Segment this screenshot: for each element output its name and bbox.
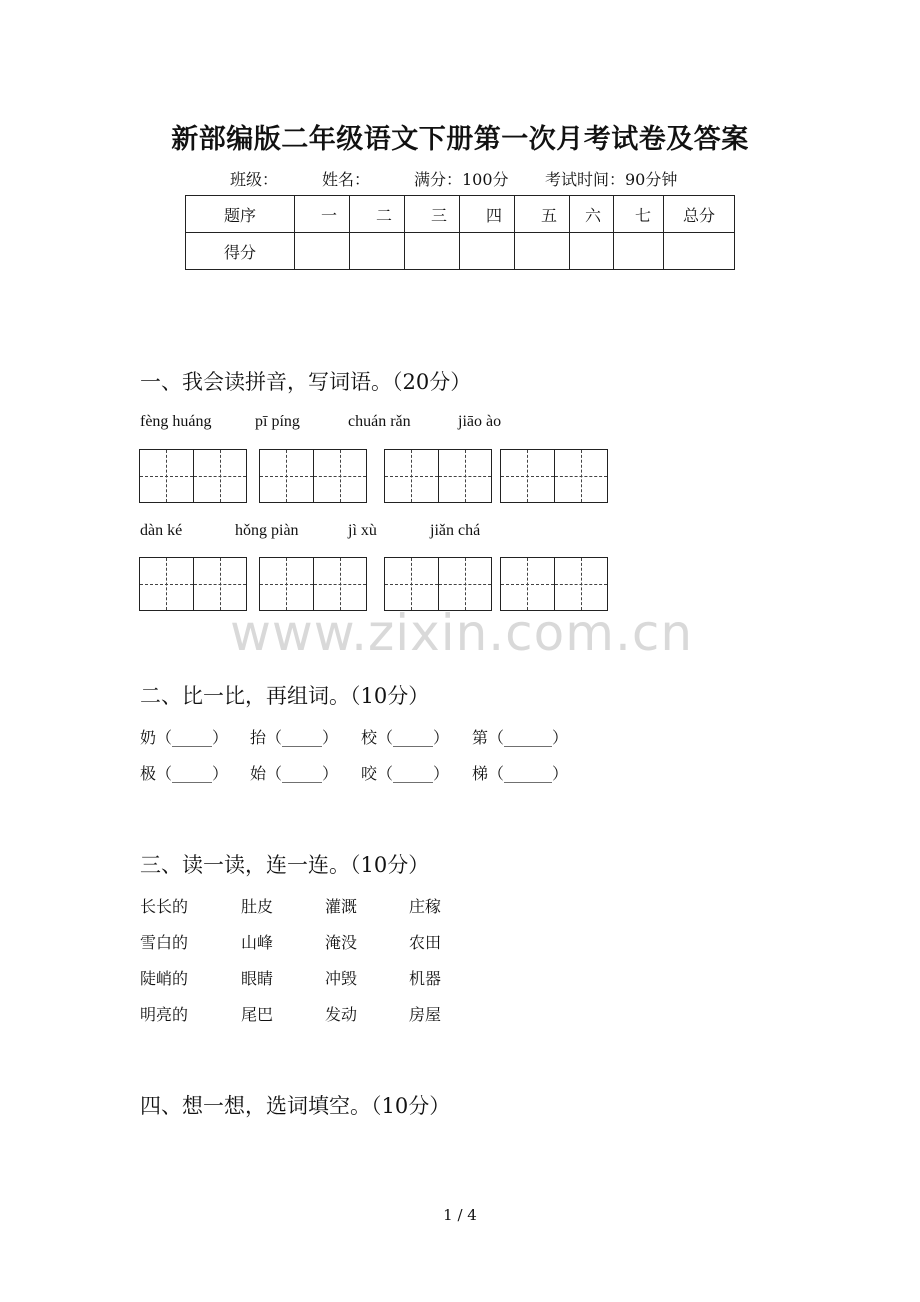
fill-blank-item[interactable]: 始（_____）: [250, 764, 339, 783]
match-word[interactable]: 庄稼: [409, 897, 442, 916]
match-word[interactable]: 尾巴: [241, 1005, 274, 1024]
class-label: 班级：: [230, 170, 279, 189]
writing-grid[interactable]: [139, 449, 247, 503]
name-label: 姓名：: [322, 170, 371, 189]
fill-blank-item[interactable]: 咬（_____）: [361, 764, 450, 783]
score-table-header-row: [186, 196, 735, 233]
table-cell: 一: [295, 196, 350, 233]
page-title: 新部编版二年级语文下册第一次月考试卷及答案: [171, 124, 749, 155]
match-word[interactable]: 山峰: [241, 933, 274, 952]
score-table-score-row: [186, 233, 735, 270]
pinyin-label: hǒng piàn: [235, 522, 299, 539]
match-word[interactable]: 长长的: [140, 897, 189, 916]
table-cell: 四: [460, 196, 515, 233]
match-word[interactable]: 陡峭的: [140, 969, 189, 988]
writing-grid[interactable]: [500, 557, 608, 611]
writing-grid[interactable]: [384, 557, 492, 611]
score-input-cell[interactable]: [295, 233, 350, 270]
fill-blank-item[interactable]: 校（_____）: [361, 728, 450, 747]
writing-grid[interactable]: [384, 449, 492, 503]
table-cell: 题序: [186, 196, 295, 233]
match-word[interactable]: 冲毁: [325, 969, 358, 988]
match-word[interactable]: 发动: [325, 1005, 358, 1024]
section-1-heading: 一、我会读拼音，写词语。（20分）: [140, 370, 472, 394]
score-table: [185, 195, 735, 270]
writing-grid[interactable]: [500, 449, 608, 503]
score-input-cell[interactable]: [350, 233, 405, 270]
pinyin-label: pī píng: [255, 413, 300, 430]
page-number: 1 / 4: [443, 1206, 477, 1224]
pinyin-label: jiāo ào: [458, 413, 502, 430]
pinyin-label: jì xù: [348, 522, 377, 539]
table-cell: 二: [350, 196, 405, 233]
match-word[interactable]: 雪白的: [140, 933, 189, 952]
section-2-heading: 二、比一比，再组词。（10分）: [140, 684, 430, 708]
score-input-cell[interactable]: [570, 233, 614, 270]
full-score-label: 满分：100分: [414, 170, 509, 189]
table-cell: 三: [405, 196, 460, 233]
writing-grid[interactable]: [139, 557, 247, 611]
section-4-heading: 四、想一想，选词填空。（10分）: [140, 1094, 451, 1118]
match-word[interactable]: 农田: [409, 933, 442, 952]
fill-blank-item[interactable]: 极（_____）: [140, 764, 229, 783]
match-word[interactable]: 机器: [409, 969, 442, 988]
match-word[interactable]: 灌溉: [325, 897, 358, 916]
fill-blank-item[interactable]: 梯（______）: [472, 764, 569, 783]
pinyin-label: jiǎn chá: [430, 522, 481, 539]
pinyin-label: dàn ké: [140, 522, 183, 539]
match-word[interactable]: 淹没: [325, 933, 358, 952]
exam-time-label: 考试时间：90分钟: [545, 170, 678, 189]
fill-blank-item[interactable]: 奶（_____）: [140, 728, 229, 747]
match-word[interactable]: 房屋: [409, 1005, 442, 1024]
watermark: www.zixin.com.cn: [230, 604, 694, 662]
writing-grid[interactable]: [259, 449, 367, 503]
match-word[interactable]: 明亮的: [140, 1005, 189, 1024]
table-cell: 七: [614, 196, 664, 233]
table-cell: 总分: [664, 196, 735, 233]
fill-blank-item[interactable]: 第（______）: [472, 728, 569, 747]
table-cell: 得分: [186, 233, 295, 270]
score-input-cell[interactable]: [614, 233, 664, 270]
pinyin-label: fèng huáng: [140, 413, 212, 430]
writing-grid[interactable]: [259, 557, 367, 611]
score-input-cell[interactable]: [515, 233, 570, 270]
match-word[interactable]: 肚皮: [241, 897, 274, 916]
section-3-heading: 三、读一读，连一连。（10分）: [140, 853, 430, 877]
table-cell: 五: [515, 196, 570, 233]
pinyin-label: chuán rǎn: [348, 413, 411, 430]
score-input-cell[interactable]: [405, 233, 460, 270]
fill-blank-item[interactable]: 抬（_____）: [250, 728, 339, 747]
score-input-cell[interactable]: [460, 233, 515, 270]
match-word[interactable]: 眼睛: [241, 969, 274, 988]
table-cell: 六: [570, 196, 614, 233]
score-input-cell[interactable]: [664, 233, 735, 270]
